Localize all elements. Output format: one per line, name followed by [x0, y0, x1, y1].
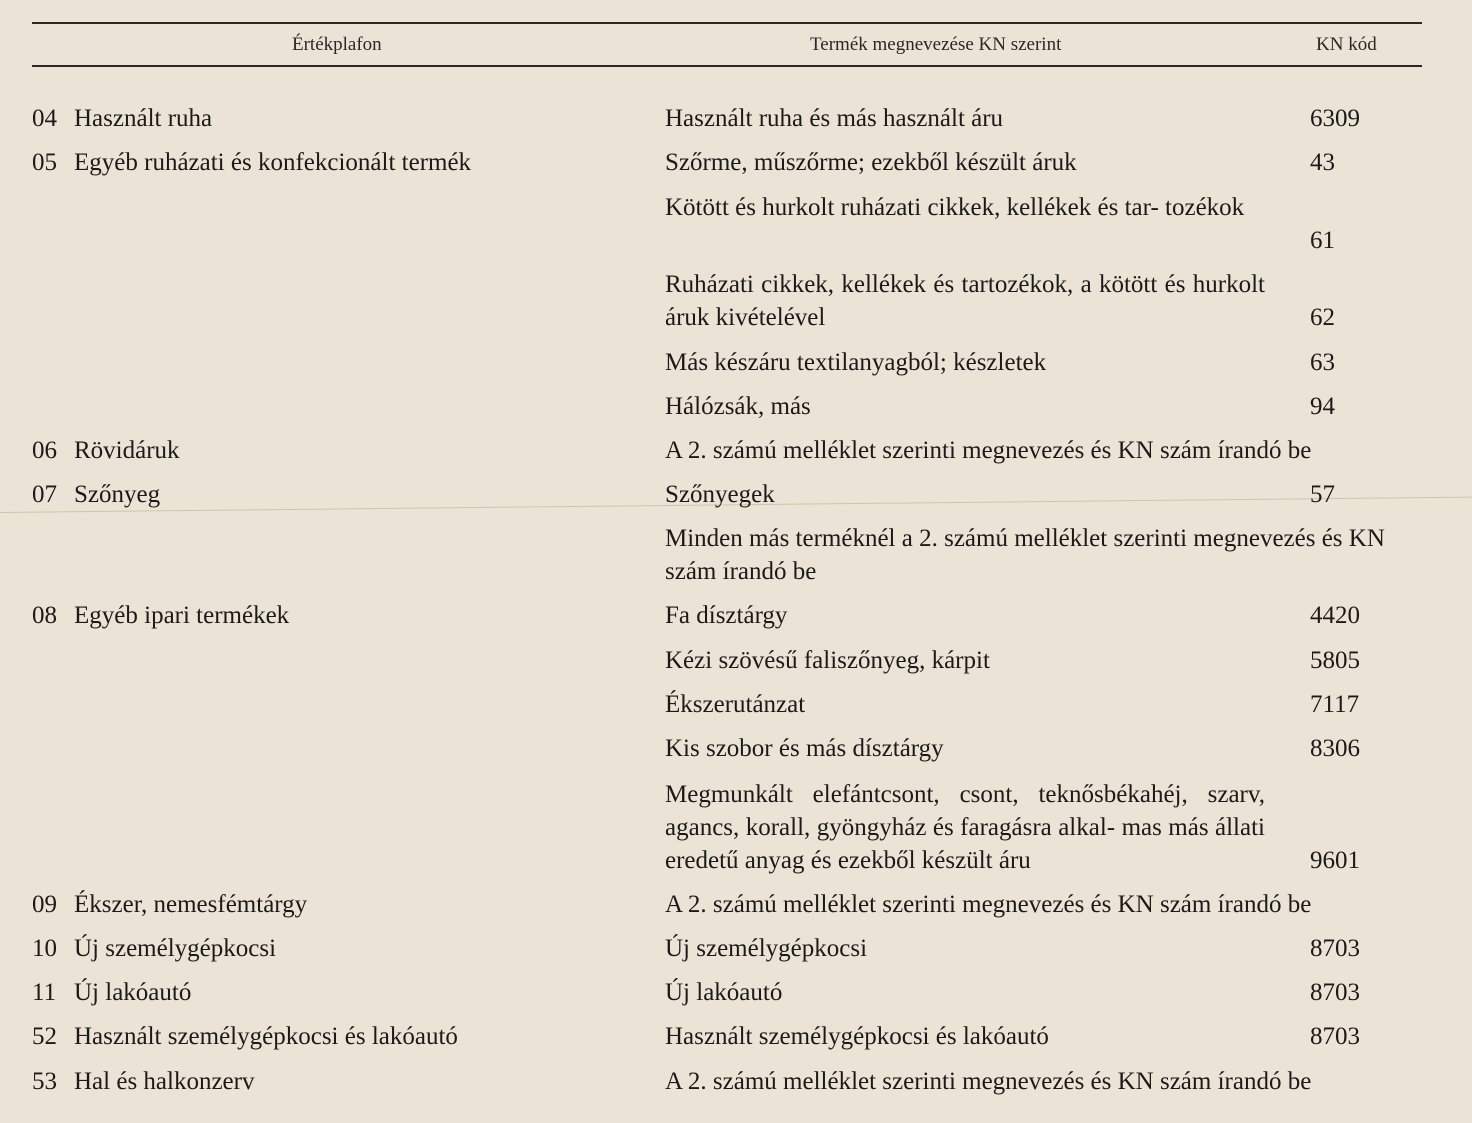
header-product-name: Termék megnevezése KN szerint — [810, 34, 1062, 55]
row-product: A 2. számú melléklet szerinti megnevezés és KN szám írandó be — [665, 437, 1312, 464]
row-number: 52 — [32, 1023, 57, 1050]
row-product: Használt ruha és más használt áru — [665, 105, 1004, 132]
row-product: Minden más terméknél a 2. számú melléklet szerinti megnevezés és KN szám írandó be — [665, 525, 1385, 585]
row-kn-code: 8306 — [1310, 735, 1360, 762]
row-product: Új személygépkocsi — [665, 935, 868, 962]
row-product: Ékszerutánzat — [665, 691, 806, 718]
row-number: 06 — [32, 437, 57, 464]
row-category: Ékszer, nemesfémtárgy — [74, 891, 308, 918]
row-category: Használt ruha — [74, 105, 213, 132]
row-number: 10 — [32, 935, 57, 962]
row-product: A 2. számú melléklet szerinti megnevezés és KN szám írandó be — [665, 891, 1312, 918]
row-product: Ruházati cikkek, kellékek és tartozékok, a kötött és hurkolt áruk kivételével — [665, 271, 1265, 331]
row-kn-code: 62 — [1310, 304, 1335, 331]
row-product: Új lakóautó — [665, 979, 783, 1006]
row-product: A 2. számú melléklet szerinti megnevezés és KN szám írandó be — [665, 1068, 1312, 1095]
row-product: Kis szobor és más dísztárgy — [665, 735, 944, 762]
header-kn-code: KN kód — [1316, 34, 1377, 55]
row-category: Új személygépkocsi — [74, 935, 277, 962]
row-kn-code: 4420 — [1310, 602, 1360, 629]
row-category: Egyéb ipari termékek — [74, 602, 290, 629]
row-category: Új lakóautó — [74, 979, 192, 1006]
row-kn-code: 8703 — [1310, 979, 1360, 1006]
row-kn-code: 94 — [1310, 393, 1335, 420]
row-kn-code: 5805 — [1310, 647, 1360, 674]
row-product: Kötött és hurkolt ruházati cikkek, kellékek és tar- tozékok — [665, 194, 1245, 221]
row-kn-code: 61 — [1310, 227, 1335, 254]
row-number: 05 — [32, 149, 57, 176]
row-product: Hálózsák, más — [665, 393, 811, 420]
row-kn-code: 7117 — [1310, 691, 1360, 718]
row-product: Megmunkált elefántcsont, csont, teknősbékahéj, szarv, agancs, korall, gyöngyház és faragásra alkal- mas más állati eredetű anyag és ezekből készült áru — [665, 781, 1265, 874]
row-kn-code: 43 — [1310, 149, 1335, 176]
row-category: Szőnyeg — [74, 481, 161, 508]
row-number: 09 — [32, 891, 57, 918]
row-category: Használt személygépkocsi és lakóautó — [74, 1023, 458, 1050]
header-value-cap: Értékplafon — [292, 34, 382, 55]
row-number: 11 — [32, 979, 57, 1006]
row-product: Más készáru textilanyagból; készletek — [665, 349, 1047, 376]
row-kn-code: 8703 — [1310, 1023, 1360, 1050]
row-number: 08 — [32, 602, 57, 629]
row-kn-code: 63 — [1310, 349, 1335, 376]
row-number: 04 — [32, 105, 57, 132]
row-product: Fa dísztárgy — [665, 602, 788, 629]
row-number: 07 — [32, 481, 57, 508]
row-kn-code: 9601 — [1310, 847, 1360, 874]
row-product: Szőnyegek — [665, 481, 775, 508]
row-kn-code: 8703 — [1310, 935, 1360, 962]
row-number: 53 — [32, 1068, 57, 1095]
row-product: Használt személygépkocsi és lakóautó — [665, 1023, 1049, 1050]
row-product: Kézi szövésű faliszőnyeg, kárpit — [665, 647, 990, 674]
row-category: Rövidáruk — [74, 437, 180, 464]
row-kn-code: 57 — [1310, 481, 1335, 508]
row-product: Szőrme, műszőrme; ezekből készült áruk — [665, 149, 1077, 176]
row-category: Hal és halkonzerv — [74, 1068, 255, 1095]
row-kn-code: 6309 — [1310, 105, 1360, 132]
row-category: Egyéb ruházati és konfekcionált termék — [74, 149, 472, 176]
